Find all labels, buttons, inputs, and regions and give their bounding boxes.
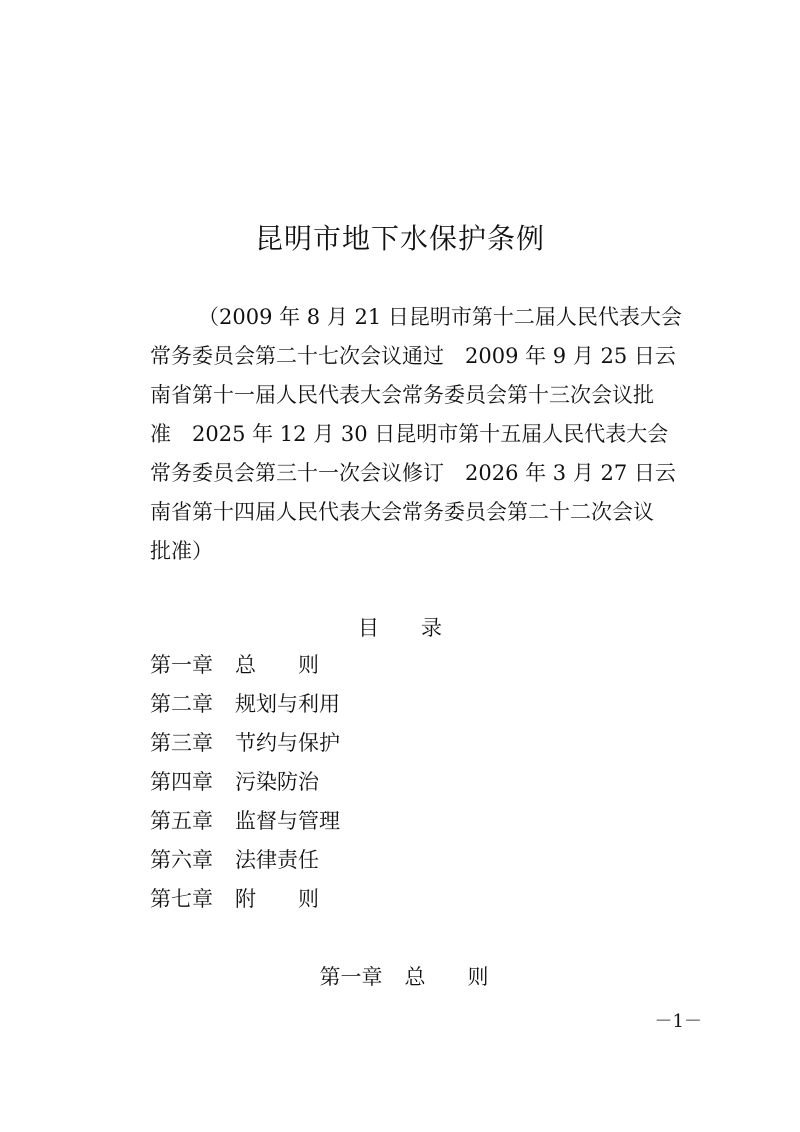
chapter-heading-number: 第一章 (319, 965, 383, 989)
document-title: 昆明市地下水保护条例 (254, 222, 545, 255)
toc-item (150, 646, 340, 685)
toc-heading: 目 录 (358, 616, 442, 640)
toc-chapter-number: 第一章 (150, 653, 213, 677)
adoption-note-line: 批准） (150, 539, 213, 563)
adoption-note-line: 常务委员会第三十一次会议修订 2026 年 3 月 27 日云 (150, 461, 676, 485)
toc-chapter-title: 规划与利用 (235, 692, 340, 716)
toc-chapter-title: 节约与保护 (235, 731, 340, 755)
adoption-note-line: 南省第十一届人民代表大会常务委员会第十三次会议批 (150, 383, 654, 407)
toc-item (150, 802, 340, 841)
toc-item (150, 685, 340, 724)
toc-chapter-number: 第四章 (150, 770, 213, 794)
adoption-note-line: 常务委员会第二十七次会议通过 2009 年 9 月 25 日云 (150, 344, 676, 368)
adoption-note-line: 准 2025 年 12 月 30 日昆明市第十五届人民代表大会 (150, 422, 669, 446)
toc-item (150, 841, 340, 880)
adoption-note-line: （2009 年 8 月 21 日昆明市第十二届人民代表大会 (198, 305, 682, 329)
toc-chapter-number: 第七章 (150, 887, 213, 911)
toc-item (150, 763, 340, 802)
toc-chapter-number: 第五章 (150, 809, 213, 833)
toc-item (150, 724, 340, 763)
chapter-heading (0, 958, 800, 996)
toc-chapter-title: 污染防治 (235, 770, 319, 794)
toc-item (150, 880, 340, 919)
toc-chapter-number: 第六章 (150, 848, 213, 872)
toc-chapter-title: 法律责任 (235, 848, 319, 872)
toc-chapter-title: 总 则 (235, 653, 319, 677)
toc-chapter-title: 附 则 (235, 887, 319, 911)
page-number: －1－ (654, 1011, 702, 1032)
toc-chapter-number: 第二章 (150, 692, 213, 716)
chapter-heading-title: 总 则 (404, 965, 489, 989)
adoption-note-line: 南省第十四届人民代表大会常务委员会第二十二次会议 (150, 500, 654, 524)
toc-chapter-title: 监督与管理 (235, 809, 340, 833)
adoption-note (150, 298, 682, 571)
table-of-contents (150, 646, 340, 919)
toc-chapter-number: 第三章 (150, 731, 213, 755)
